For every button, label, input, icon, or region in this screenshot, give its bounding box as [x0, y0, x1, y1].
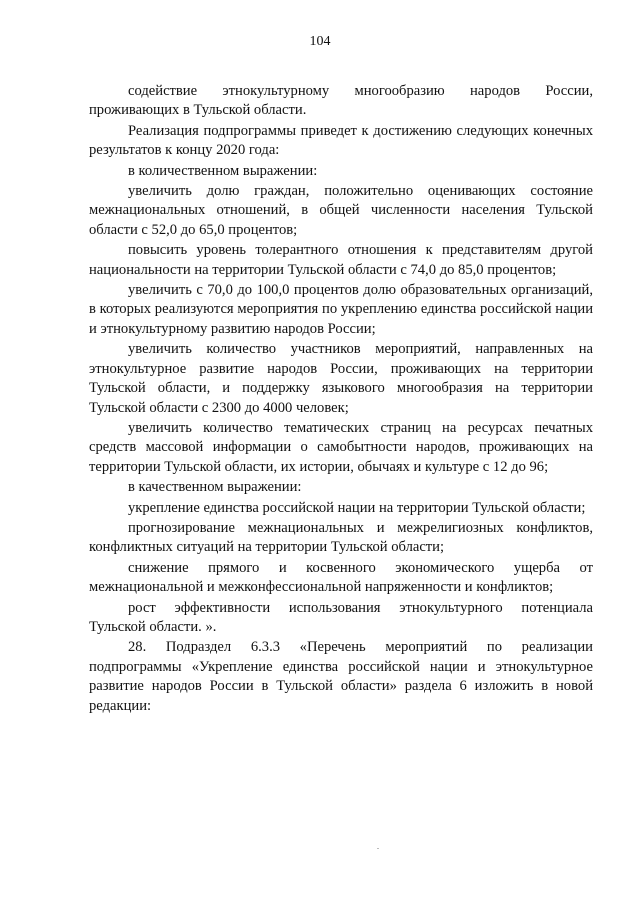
list-item-educational-organizations: увеличить с 70,0 до 100,0 процентов долю образовательных организаций, в которых реализуются мероприятия по укреплению единства российской нации и этнокультурному развитию народов России; [89, 282, 593, 337]
list-item-tolerance-level: повысить уровень толерантного отношения к представителям другой национальности на территории Тульской области с 74,0 до 85,0 процентов; [89, 242, 593, 278]
list-item-citizens-share: увеличить долю граждан, положительно оценивающих состояние межнациональных отношений, в общей численности населения Тульской области с 52,0 до 65,0 процентов; [89, 183, 593, 238]
paragraph-quantitative-heading: в количественном выражении: [128, 162, 318, 179]
paragraph-qualitative-heading: в качественном выражении: [128, 479, 302, 496]
list-item-nation-unity: укрепление единства российской нации на территории Тульской области; [128, 499, 586, 516]
list-item-thematic-pages: увеличить количество тематических страниц на ресурсах печатных средств массовой информации о самобытности народов, проживающих на территории Тульской области, их истории, обычаях и культуре с 12 до 96; [89, 419, 593, 475]
paragraph-item-28: 28. Подраздел 6.3.3 «Перечень мероприятий по реализации подпрограммы «Укрепление единства российской нации и этнокультурное развитие народов России в Тульской области» раздела 6 изложить в новой редакции: [89, 639, 593, 714]
scan-speck [377, 848, 379, 849]
list-item-damage-reduction: снижение прямого и косвенного экономического ущерба от межнациональной и межконфессиональной напряженности и конфликтов; [89, 559, 593, 596]
paragraph-expected-results: Реализация подпрограммы приведет к достижению следующих конечных результатов к концу 2020 года: [89, 122, 593, 159]
page-number: 104 [309, 34, 331, 49]
list-item-potential-efficiency: рост эффективности использования этнокультурного потенциала Тульской области. ». [89, 599, 593, 635]
list-item-conflict-forecasting: прогнозирование межнациональных и межрелигиозных конфликтов, конфликтных ситуаций на территории Тульской области; [89, 519, 593, 556]
document-body [89, 82, 593, 716]
paragraph-ethnocultural-diversity: содействие этнокультурному многообразию народов России, проживающих в Тульской области. [89, 83, 593, 119]
list-item-event-participants: увеличить количество участников мероприятий, направленных на этнокультурное развитие народов России, проживающих на территории Тульской области, и поддержку языкового многообразия на территории Тульской области с 2300 до 4000 человек; [89, 341, 593, 416]
